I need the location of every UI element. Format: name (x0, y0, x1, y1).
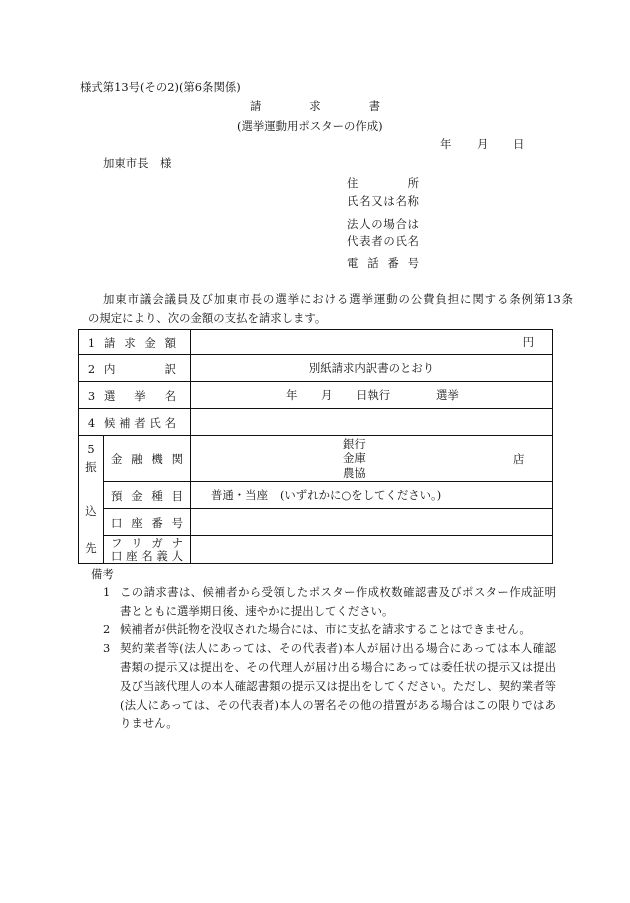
row-number: 1 (87, 335, 96, 350)
row-number: 3 (87, 388, 96, 403)
phone-label (347, 256, 419, 270)
amount-label-cell (79, 330, 191, 355)
amount-unit: 円 (522, 335, 534, 349)
note-line: 及び当該代理人の本人確認書類の提示又は提出をしてください。ただし、契約業者等 (120, 679, 556, 693)
label-glyph: 人 (359, 217, 371, 231)
label-glyph: 電 (347, 256, 359, 270)
label-glyph: リ (131, 535, 143, 550)
form-number: 様式第13号(その2)(第6条関係) (80, 80, 241, 94)
note-number: 3 (103, 641, 111, 655)
account-holder-value-cell (191, 536, 553, 564)
note-number: 2 (103, 622, 111, 636)
note-line: (法人にあっては、その代表者)本人の署名その他の措置がある場合はこの限りではあ (120, 698, 556, 712)
row-number: 2 (87, 361, 96, 376)
label-glyph: 者 (134, 415, 146, 430)
note-line: りません。 (120, 716, 178, 730)
label-glyph: は (383, 194, 395, 208)
label-glyph: 求 (309, 99, 321, 113)
account-holder-label (111, 550, 183, 563)
label-glyph: 口 (111, 515, 123, 530)
table-row (79, 536, 553, 564)
label-glyph: 号 (407, 256, 419, 270)
row-number: 4 (87, 415, 96, 430)
label-glyph: 書 (368, 99, 380, 113)
label-glyph: 訳 (164, 361, 176, 376)
label-glyph: は (407, 217, 419, 231)
label-glyph: 氏 (149, 415, 161, 430)
label-glyph: 名 (141, 548, 153, 563)
bank-label (111, 452, 183, 466)
label-glyph: の (383, 234, 395, 248)
label-glyph: 候 (104, 415, 116, 430)
label-glyph: 口 (111, 548, 123, 563)
deposit-type-options: 普通・当座 (211, 488, 268, 502)
label-glyph: 名 (395, 194, 407, 208)
date-day-label: 日 (513, 137, 525, 151)
intro-line-1: 加東市議会議員及び加東市長の選挙における選挙運動の公費負担に関する条例第13条 (103, 292, 573, 306)
label-glyph: 内 (104, 361, 116, 376)
document-title (250, 99, 380, 113)
label-glyph: 座 (126, 548, 138, 563)
date-year-label: 年 (440, 137, 452, 151)
label-glyph: 義 (156, 548, 168, 563)
name-label (347, 194, 419, 208)
claim-table (78, 329, 553, 564)
label-glyph: ナ (171, 535, 183, 550)
label-glyph: 機 (151, 452, 163, 466)
label-glyph: 者 (371, 234, 383, 248)
label-glyph: 名 (359, 194, 371, 208)
election-value (191, 383, 552, 408)
election-value-cell (191, 382, 553, 409)
note-line: 契約業者等(法人にあっては、その代表者)本人が届け出る場合にあっては本人確認 (120, 641, 556, 655)
transfer-heading (79, 436, 103, 562)
label-glyph: 金 (131, 488, 143, 503)
amount-value-cell (191, 330, 553, 355)
date-month-label: 月 (477, 137, 489, 151)
deposit-type-value-cell (191, 482, 553, 509)
election-year-label: 年 (286, 388, 298, 402)
election-suffix-label: 選挙 (436, 388, 459, 402)
note-line: この請求書は、候補者から受領したポスター作成枚数確認書及びポスター作成証明 (120, 585, 556, 599)
label-glyph: 選 (104, 388, 116, 403)
account-holder-label-cell (104, 536, 191, 564)
transfer-heading-char: 振 (85, 460, 97, 474)
note-line: 書とともに選挙期日後、速やかに提出してください。 (120, 604, 394, 618)
election-label (104, 389, 176, 403)
label-glyph: 合 (395, 217, 407, 231)
amount-label (104, 336, 176, 350)
breakdown-label (104, 362, 176, 376)
label-glyph: 名 (164, 388, 176, 403)
note-line: 書類の提示又は提出を、その代理人が届け出る場合にあっては委任状の提示又は提出 (120, 660, 556, 674)
bank-value (191, 437, 552, 481)
label-glyph: 融 (131, 452, 143, 466)
label-glyph: 種 (151, 488, 163, 503)
bank-type-nokyo: 農協 (343, 465, 366, 480)
table-row (79, 409, 553, 436)
label-glyph: 補 (119, 415, 131, 430)
label-glyph: 番 (387, 256, 399, 270)
label-glyph: 請 (104, 335, 116, 350)
label-glyph: ガ (151, 535, 163, 550)
label-glyph: 所 (407, 176, 419, 190)
label-glyph: フ (111, 535, 123, 550)
transfer-heading-char: 先 (85, 541, 97, 555)
label-glyph: 号 (171, 515, 183, 530)
transfer-heading-char: 込 (85, 504, 97, 518)
election-label-cell (79, 382, 191, 409)
label-glyph: 表 (359, 234, 371, 248)
label-glyph: 挙 (134, 388, 146, 403)
label-glyph: 目 (171, 488, 183, 503)
breakdown-value: 別紙請求内訳書のとおり (308, 361, 435, 375)
bank-type-bank: 銀行 (343, 436, 366, 451)
address-label (347, 176, 419, 190)
bank-type-shinkin: 金庫 (343, 451, 366, 465)
account-number-label-cell (104, 509, 191, 536)
label-glyph: 氏 (347, 194, 359, 208)
label-glyph: 番 (151, 515, 163, 530)
breakdown-label-cell (79, 355, 191, 382)
table-row (79, 330, 553, 355)
label-glyph: 求 (124, 335, 136, 350)
corporate-label-line1 (347, 217, 419, 231)
label-glyph: 法 (347, 217, 359, 231)
claim-table-body (79, 330, 553, 564)
candidate-label (104, 416, 176, 430)
table-row (79, 436, 553, 482)
document-subtitle: (選挙運動用ポスターの作成) (237, 119, 383, 133)
label-glyph: 金 (144, 335, 156, 350)
label-glyph: の (371, 217, 383, 231)
label-glyph: 金 (111, 452, 123, 466)
label-glyph: 名 (164, 415, 176, 430)
furigana-label (111, 537, 183, 550)
label-glyph: 場 (383, 217, 395, 231)
deposit-type-instruction: (いずれかに○をしてください。) (279, 488, 442, 502)
table-row (79, 382, 553, 409)
bank-label-cell (104, 436, 191, 482)
note-number: 1 (103, 585, 111, 599)
label-glyph: 名 (407, 234, 419, 248)
note-line: 候補者が供託物を没収された場合には、市に支払を請求することはできません。 (120, 622, 531, 636)
election-day-held-label: 日執行 (356, 388, 391, 402)
label-glyph: 又 (371, 194, 383, 208)
intro-line-2: の規定により、次の金額の支払を請求します。 (88, 311, 327, 325)
branch-label: 店 (513, 451, 525, 466)
table-row (79, 509, 553, 536)
deposit-type-label (111, 489, 183, 503)
bank-value-cell (191, 436, 553, 482)
label-glyph: 関 (171, 452, 183, 466)
table-row (79, 355, 553, 382)
deposit-type-label-cell (104, 482, 191, 509)
corporate-label-line2 (347, 234, 419, 248)
candidate-label-cell (79, 409, 191, 436)
notes-heading: 備考 (91, 567, 114, 581)
label-glyph: 座 (131, 515, 143, 530)
account-number-label (111, 516, 183, 530)
label-glyph: 話 (367, 256, 379, 270)
label-glyph: 額 (164, 335, 176, 350)
label-glyph: 代 (347, 234, 359, 248)
label-glyph: 氏 (395, 234, 407, 248)
candidate-value-cell (191, 409, 553, 436)
label-glyph: 住 (347, 176, 359, 190)
label-glyph: 称 (407, 194, 419, 208)
row-number: 5 (87, 442, 95, 456)
label-glyph: 預 (111, 488, 123, 503)
label-glyph: 請 (250, 99, 262, 113)
addressee: 加東市長 様 (103, 156, 172, 170)
table-row (79, 482, 553, 509)
breakdown-value-cell (191, 355, 553, 382)
label-glyph: 人 (171, 548, 183, 563)
election-month-label: 月 (321, 388, 333, 402)
bank-type-list (343, 437, 366, 481)
transfer-heading-cell (79, 436, 104, 564)
account-number-value-cell (191, 509, 553, 536)
